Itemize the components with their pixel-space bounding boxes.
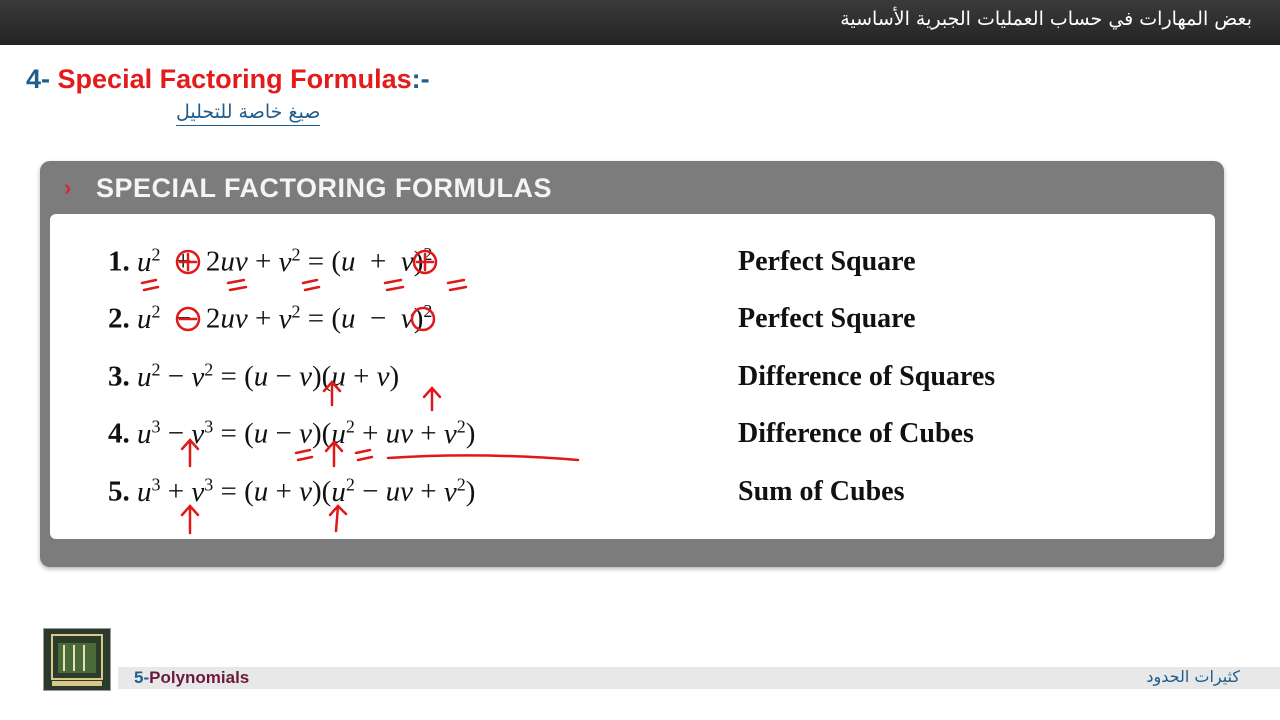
formula-row-2: 2. $u^2 - 2uv + v^2 = (u - v)^2$: [108, 301, 433, 335]
page-header-title: بعض المهارات في حساب العمليات الجبرية الأساسية: [840, 8, 1252, 30]
formula-row-4: 4. $u^3 - v^3 = (u - v)(u^2$ + uv + $v^2$): [108, 416, 476, 450]
formula-number: 1.: [108, 245, 130, 278]
formula-number: 5.: [108, 475, 130, 508]
footer-bar: [118, 667, 1280, 689]
logo-emblem-icon: [44, 629, 110, 690]
chapter-number: 5-: [134, 668, 150, 687]
formula-row-5: 5. $u^3 + v^3 = (u + v)(u^2$ − uv + $v^2$): [108, 474, 476, 508]
chevron-right-icon: ›: [64, 175, 72, 200]
formula-name-2: Perfect Square: [738, 303, 916, 334]
university-logo: [43, 628, 111, 691]
section-number: 4-: [26, 64, 51, 94]
section-title: Special Factoring Formulas: [57, 64, 412, 94]
formula-number: 4.: [108, 417, 130, 450]
footer-chapter: [134, 667, 249, 689]
formula-name-1: Perfect Square: [738, 246, 916, 277]
formula-name-3: Difference of Squares: [738, 361, 996, 392]
formulas-panel: [50, 214, 1215, 539]
formula-number: 2.: [108, 302, 130, 335]
top-bar: [0, 0, 1280, 45]
box-title: SPECIAL FACTORING FORMULAS: [96, 173, 553, 203]
formula-name-4: Difference of Cubes: [738, 418, 974, 449]
formula-row-3: 3. $u^2 - v^2 = (u - v)(u + v)$: [108, 359, 400, 393]
formulas-box: [40, 161, 1224, 567]
chapter-title: Polynomials: [149, 668, 250, 687]
formula-number: 3.: [108, 360, 130, 393]
section-suffix: :-: [411, 64, 430, 94]
footer-arabic-label: كثيرات الحدود: [1146, 667, 1240, 686]
formula-row-1: 1. $u^2 + 2uv + v^2 = (u + v)^2$: [108, 244, 433, 278]
arabic-subtitle: صيغ خاصة للتحليل: [176, 100, 320, 126]
formula-name-5: Sum of Cubes: [738, 476, 905, 507]
section-heading: [26, 64, 430, 95]
